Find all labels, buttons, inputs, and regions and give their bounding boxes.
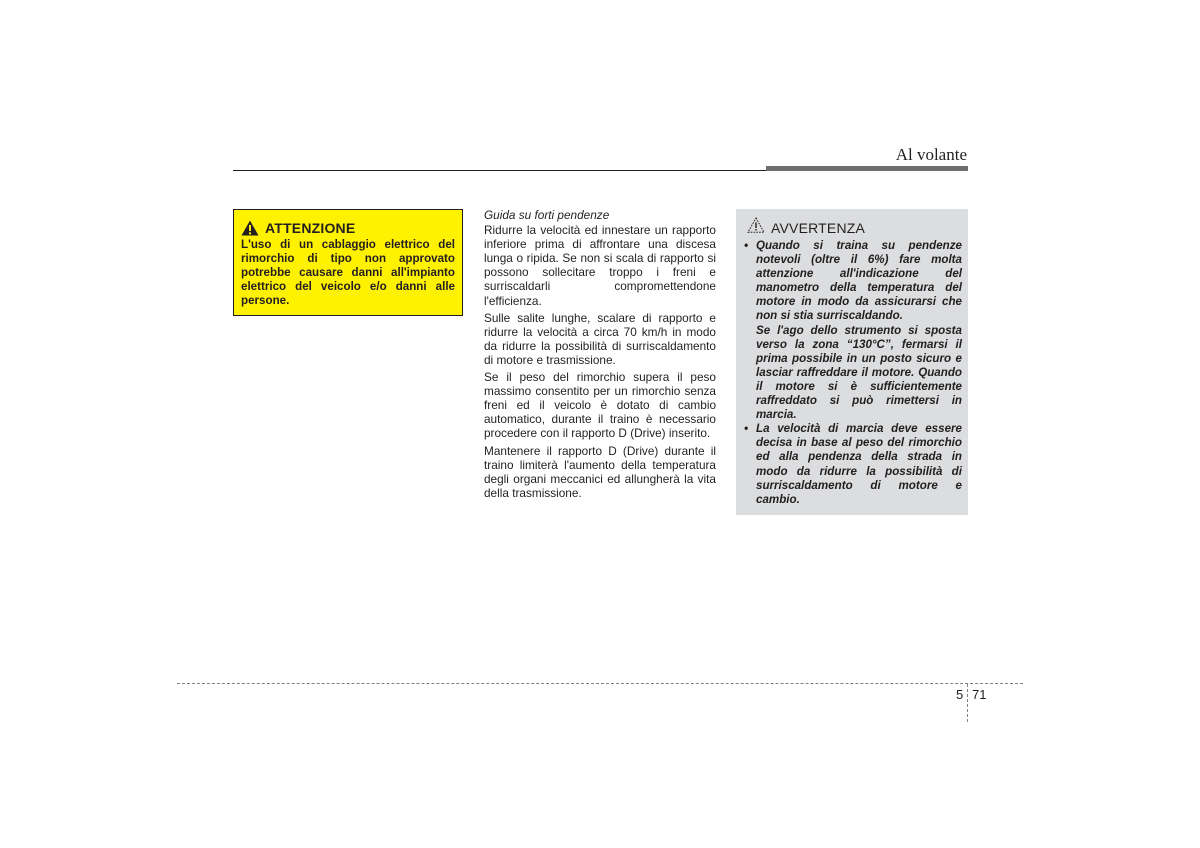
avvertenza-title: AVVERTENZA [771,219,866,236]
bullet: • [744,422,749,436]
avvertenza-header [747,219,962,236]
page-number: 71 [972,687,987,702]
footer-dotted-rule [177,683,1023,684]
bullet: • [744,239,749,252]
attenzione-title: ATTENZIONE [265,220,356,236]
list-item-text: La velocità di marcia deve essere decisa in base al peso del rimorchio ed alla pendenza della strada in modo da ridurre la possibilità di surriscaldamento di motore e cambio. [756,422,962,506]
paragraph-4: Mantenere il rapporto D (Drive) durante il traino limiterà l'aumento della temperatura degli organi meccanici ed allungherà la vita della trasmissione. [484,443,716,500]
footer-divider [967,684,968,722]
warning-triangle-icon [241,220,259,236]
attenzione-text: L'uso di un cablaggio elettrico del rimorchio di tipo non approvato potrebbe causare danni all'impianto elettrico del veicolo e/o danni alle persone. [241,238,455,307]
avvertenza-list [742,239,962,507]
paragraph-2: Sulle salite lunghe, scalare di rapporto e ridurre la velocità a circa 70 km/h in modo da ridurre la possibilità di surriscaldamento di motore e trasmissione. [484,310,716,367]
section-heading: Guida su forti pendenze [484,208,610,222]
header-rule-accent [766,166,968,171]
avvertenza-caution-box [736,209,968,515]
slope-driving-section [484,208,716,503]
section-number: 5 [956,687,964,702]
attenzione-warning-box [233,209,463,316]
attenzione-header [241,219,455,237]
paragraph-3: Se il peso del rimorchio supera il peso massimo consentito per un rimorchio senza freni ed il veicolo è dotato di cambio automatico, durante il traino è necessario procedere con il rapporto D (Drive) inserito. [484,370,716,441]
running-header-title: Al volante [895,145,967,164]
list-item-text: Quando si traina su pendenze notevoli (oltre il 6%) fare molta attenzione all'indicazione del manometro della temperatura del motore in modo da assicurarsi che non si stia surriscaldando. [756,239,962,323]
caution-triangle-icon [747,217,765,238]
paragraph-1: Ridurre la velocità ed innestare un rapporto inferiore prima di affrontare una discesa lunga o ripida. Se non si scala di rapporto si possono sollecitare troppo i freni e surriscaldarli compromettendone l'efficienza. [484,223,716,308]
list-item [742,239,962,422]
list-item-extra-text: Se l'ago dello strumento si sposta verso la zona “130°C”, fermarsi il prima possibile in un posto sicuro e lasciar raffreddare il motore. Quando il motore si è sufficientemente raffreddato si può rimettersi in marcia. [756,323,962,422]
list-item [742,422,962,507]
